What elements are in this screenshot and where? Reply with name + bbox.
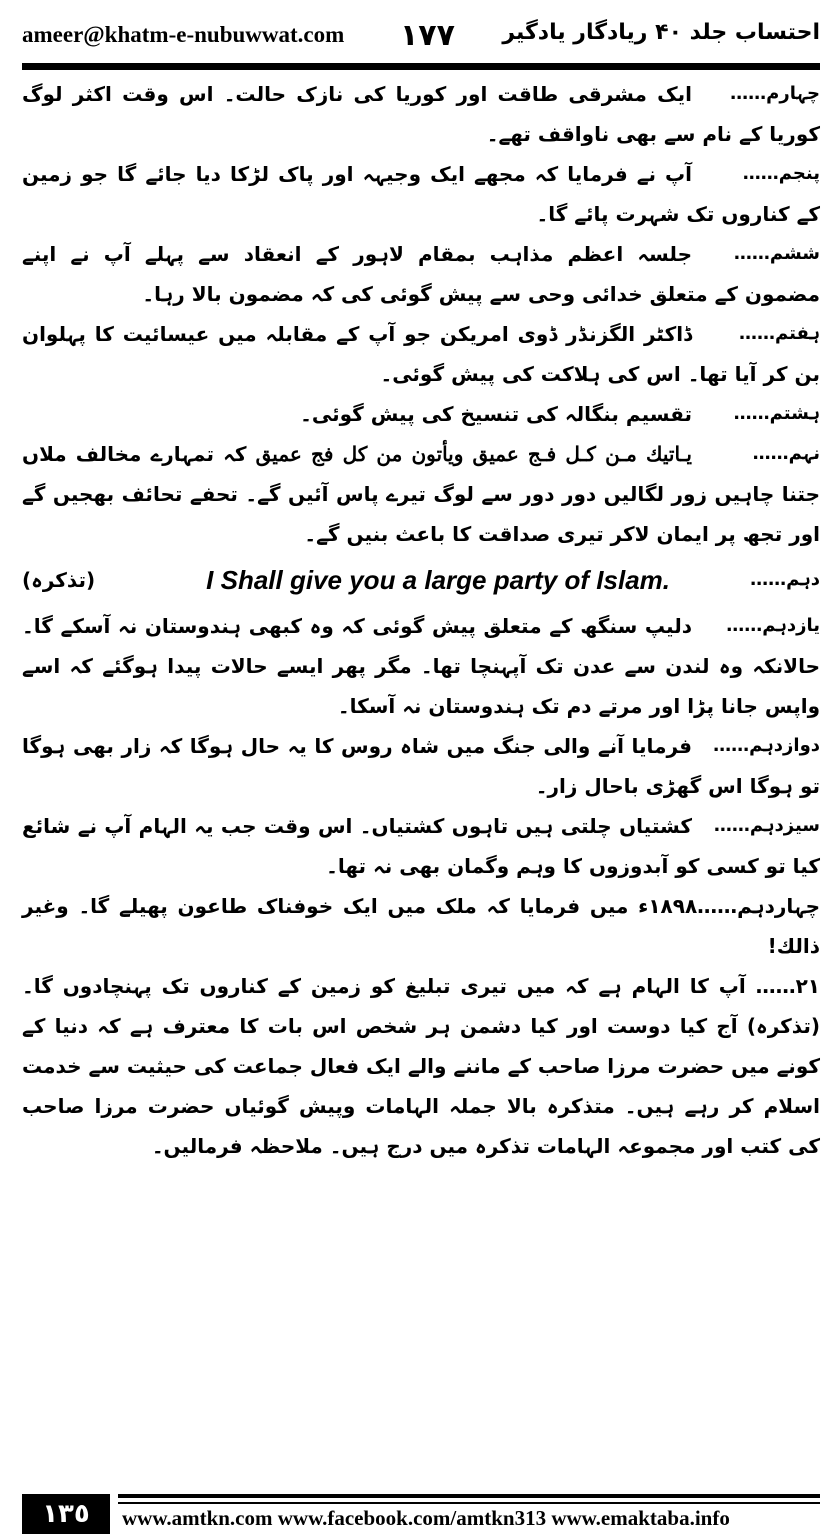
item-label: دہم…… — [750, 569, 820, 590]
item-label: یازدہم…… — [726, 615, 820, 636]
page-footer — [22, 1494, 820, 1534]
list-item — [22, 726, 820, 806]
item-text: جلسہ اعظم مذاہب بمقام لاہور کے انعقاد سے پہلے آپ نے اپنے مضمون کے متعلق خدائی وحی سے پیش گوئی کی کہ مضمون بالا رہا۔ — [22, 242, 820, 306]
list-item — [22, 154, 820, 234]
footer-page-number: ١٣٥ — [22, 1494, 110, 1534]
header-page-number: ١٧٧ — [400, 18, 455, 53]
item-label: ہشتم…… — [733, 403, 820, 424]
list-item — [22, 234, 820, 314]
item-text: تقسیم بنگالہ کی تنسیخ کی پیش گوئی۔ — [300, 402, 692, 426]
list-item — [22, 394, 820, 434]
list-item — [22, 314, 820, 394]
item-label: چہارم…… — [730, 83, 820, 104]
footer-rule — [118, 1494, 820, 1498]
item-text: دلیپ سنگھ کے متعلق پیش گوئی کہ وہ کبھی ہندوستان نہ آسکے گا۔ حالانکہ وہ لندن سے عدن تک آپہنچا تھا۔ مگر پھر ایسے حالات پیدا ہوگئے کہ اسے واپس جانا پڑا اور مرتے دم تک ہندوستان نہ آسکا۔ — [22, 614, 820, 718]
item-21-paragraph: ٢١…… آپ کا الہام ہے کہ میں تیری تبلیغ کو زمین کے کناروں تک پہنچادوں گا۔ (تذکرہ) آج کیا دوست اور کیا دشمن ہر شخص اس بات کا معترف ہے کہ دنیا کے کونے میں حضرت مرزا صاحب کے ماننے والے ایک فعال جماعت کی حیثیت سے خدمت اسلام کر رہے ہیں۔ متذکرہ بالا جملہ الہامات وپیش گوئیاں حضرت مرزا صاحب کی کتب اور مجموعہ الہامات تذکرہ میں درج ہیں۔ ملاحظہ فرمالیں۔ — [22, 974, 820, 1158]
english-quote: I Shall give you a large party of Islam. — [206, 565, 670, 595]
item-label: پنجم…… — [742, 163, 820, 184]
item-text: آپ نے فرمایا کہ مجھے ایک وجیہہ اور پاک لڑکا دیا جائے گا جو زمین کے کناروں تک شہرت پائے گا۔ — [22, 162, 820, 226]
header-book-title: احتساب جلد ۴۰ ریادگار یادگیر — [502, 20, 820, 45]
item-label: دوازدہم…… — [713, 735, 820, 756]
page-body — [22, 74, 820, 1464]
list-item — [22, 806, 820, 886]
page-header — [22, 18, 820, 62]
list-item-english — [22, 554, 820, 606]
item-text: ایک مشرقی طاقت اور کوریا کی نازک حالت۔ اس وقت اکثر لوگ کوریا کے نام سے بھی ناواقف تھے۔ — [22, 82, 820, 146]
item-label: ششم…… — [733, 243, 820, 264]
source-note: (تذکرہ) — [22, 568, 96, 592]
item-label: ہفتم…… — [739, 323, 820, 344]
header-rule — [22, 63, 820, 70]
item-14-paragraph: چہاردہم……١٨٩٨ء میں فرمایا کہ ملک میں ایک خوفناک طاعون پھیلے گا۔ وغیر ذالك! — [22, 894, 820, 958]
list-item — [22, 434, 820, 554]
list-item — [22, 606, 820, 726]
arabic-quote: یـاتیك مـن كـل فـج عمیق ویأتون من كل فج عمیق — [255, 442, 692, 466]
footer-links: www.amtkn.com www.facebook.com/amtkn313 www.emaktaba.info — [122, 1506, 730, 1530]
footer-rule-thin — [118, 1502, 820, 1504]
item-text: کشتیاں چلتی ہیں تاہوں کشتیاں۔ اس وقت جب یہ الہام آپ نے شائع کیا تو کسی کو آبدوزوں کا وہم وگمان بھی نہ تھا۔ — [22, 814, 820, 878]
item-label: سیزدہم…… — [713, 815, 820, 836]
header-email: ameer@khatm-e-nubuwwat.com — [22, 22, 345, 47]
item-text: فرمایا آنے والی جنگ میں شاہ روس کا یہ حال ہوگا کہ زار بھی ہوگا تو ہوگا اس گھڑی باحال زار۔ — [22, 734, 820, 798]
list-item — [22, 74, 820, 154]
item-text-rest: کہ تمہارے مخالف ملاں جتنا چاہیں زور لگالیں دور دور سے لوگ تیرے پاس آئیں گے۔ تحفے تحائف بھجیں گے اور تجھ پر ایمان لاکر تیری صداقت کا باعث بنیں گے۔ — [22, 442, 820, 546]
item-text: ڈاکٹر الگزنڈر ڈوی امریکن جو آپ کے مقابلہ میں عیسائیت کا پہلوان بن کر آیا تھا۔ اس کی ہلاکت کی پیش گوئی۔ — [22, 322, 820, 386]
item-text — [22, 434, 820, 554]
item-label: نہم…… — [752, 443, 820, 464]
